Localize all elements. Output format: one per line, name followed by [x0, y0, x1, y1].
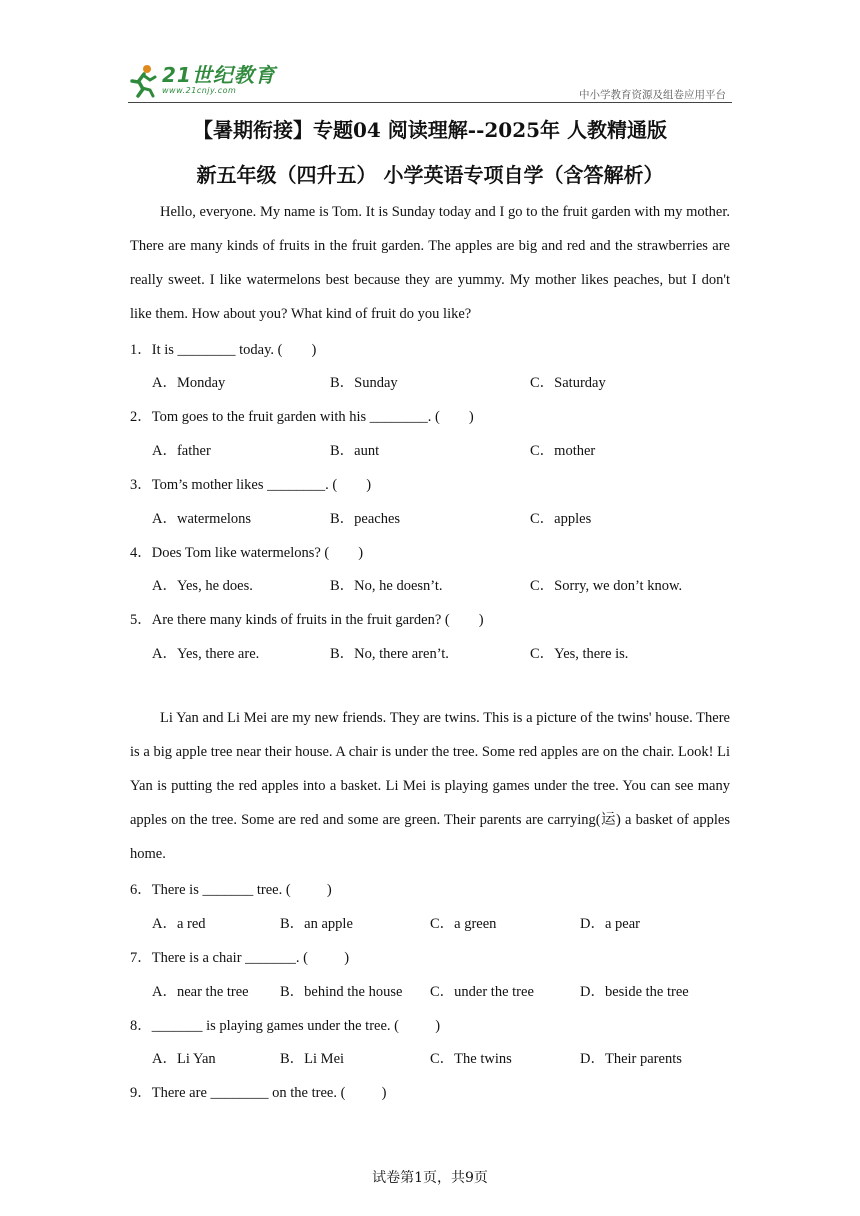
question-7: 7．There is a chair _______. ( ): [130, 950, 350, 966]
q8-option-b: B．Li Mei: [280, 1051, 345, 1067]
q3-option-c: C．apples: [530, 511, 592, 527]
q1-option-a: A．Monday: [152, 375, 226, 391]
q6-option-a: A．a red: [152, 916, 206, 932]
page-footer: 试卷第1页，共9页: [372, 1170, 488, 1186]
q5-option-b: B．No, there aren’t.: [330, 646, 449, 662]
question-3: 3．Tom’s mother likes ________. ( ): [130, 477, 372, 493]
page-subtitle: 新五年级（四升五） 小学英语专项自学（含答解析）: [196, 163, 664, 187]
q4-option-a: A．Yes, he does.: [152, 578, 253, 594]
q8-option-d: D．Their parents: [580, 1051, 682, 1067]
q1-option-c: C．Saturday: [530, 375, 606, 391]
q2-option-a: A．father: [152, 443, 211, 459]
page-header: [128, 60, 732, 103]
question-8: 8．_______ is playing games under the tree. ( ): [130, 1018, 441, 1034]
question-2: 2．Tom goes to the fruit garden with his ________. ( ): [130, 409, 474, 425]
platform-label: 中小学教育资源及组卷应用平台: [579, 89, 726, 101]
q7-option-d: D．beside the tree: [580, 984, 689, 1000]
logo: [128, 64, 276, 98]
runner-logo-icon: [128, 64, 158, 98]
page-title: 【暑期衔接】专题04 阅读理解--2025年 人教精通版: [192, 118, 668, 142]
logo-text: 21世纪教育: [162, 63, 276, 87]
q6-option-c: C．a green: [430, 916, 497, 932]
q7-option-c: C．under the tree: [430, 984, 534, 1000]
q2-option-c: C．mother: [530, 443, 596, 459]
q5-option-a: A．Yes, there are.: [152, 646, 260, 662]
question-9: 9．There are ________ on the tree. ( ): [130, 1085, 387, 1101]
q8-option-a: A．Li Yan: [152, 1051, 216, 1067]
q8-option-c: C．The twins: [430, 1051, 512, 1067]
q3-option-a: A．watermelons: [152, 511, 252, 527]
q7-option-b: B．behind the house: [280, 984, 403, 1000]
question-5: 5．Are there many kinds of fruits in the fruit garden? ( ): [130, 612, 484, 628]
q2-option-b: B．aunt: [330, 443, 380, 459]
q5-option-c: C．Yes, there is.: [530, 646, 629, 662]
q4-option-b: B．No, he doesn’t.: [330, 578, 443, 594]
q6-option-d: D．a pear: [580, 916, 640, 932]
reading-passage-2: Li Yan and Li Mei are my new friends. They are twins. This is a picture of the twins' house. There is a big apple tree near their house. A chair is under the tree. Some red apples are on the chair. Look! Li Yan is putting the red apples into a basket. Li Mei is playing games under the tree. You can see many apples on the tree. Some are red and some are green. Their parents are carrying(运) a basket of apples home.: [130, 710, 730, 862]
question-4: 4．Does Tom like watermelons? ( ): [130, 545, 364, 561]
logo-url: www.21cnjy.com: [162, 86, 237, 95]
q6-option-b: B．an apple: [280, 916, 353, 932]
question-1: 1．It is ________ today. ( ): [130, 342, 317, 358]
q4-option-c: C．Sorry, we don’t know.: [530, 578, 683, 594]
question-6: 6．There is _______ tree. ( ): [130, 882, 332, 898]
q1-option-b: B．Sunday: [330, 375, 398, 391]
q7-option-a: A．near the tree: [152, 984, 249, 1000]
q3-option-b: B．peaches: [330, 511, 401, 527]
reading-passage-1: Hello, everyone. My name is Tom. It is Sunday today and I go to the fruit garden with my mother. There are many kinds of fruits in the fruit garden. The apples are big and red and the strawberries are really sweet. I like watermelons best because they are yummy. My mother likes peaches, but I don't like them. How about you? What kind of fruit do you like?: [130, 204, 730, 322]
